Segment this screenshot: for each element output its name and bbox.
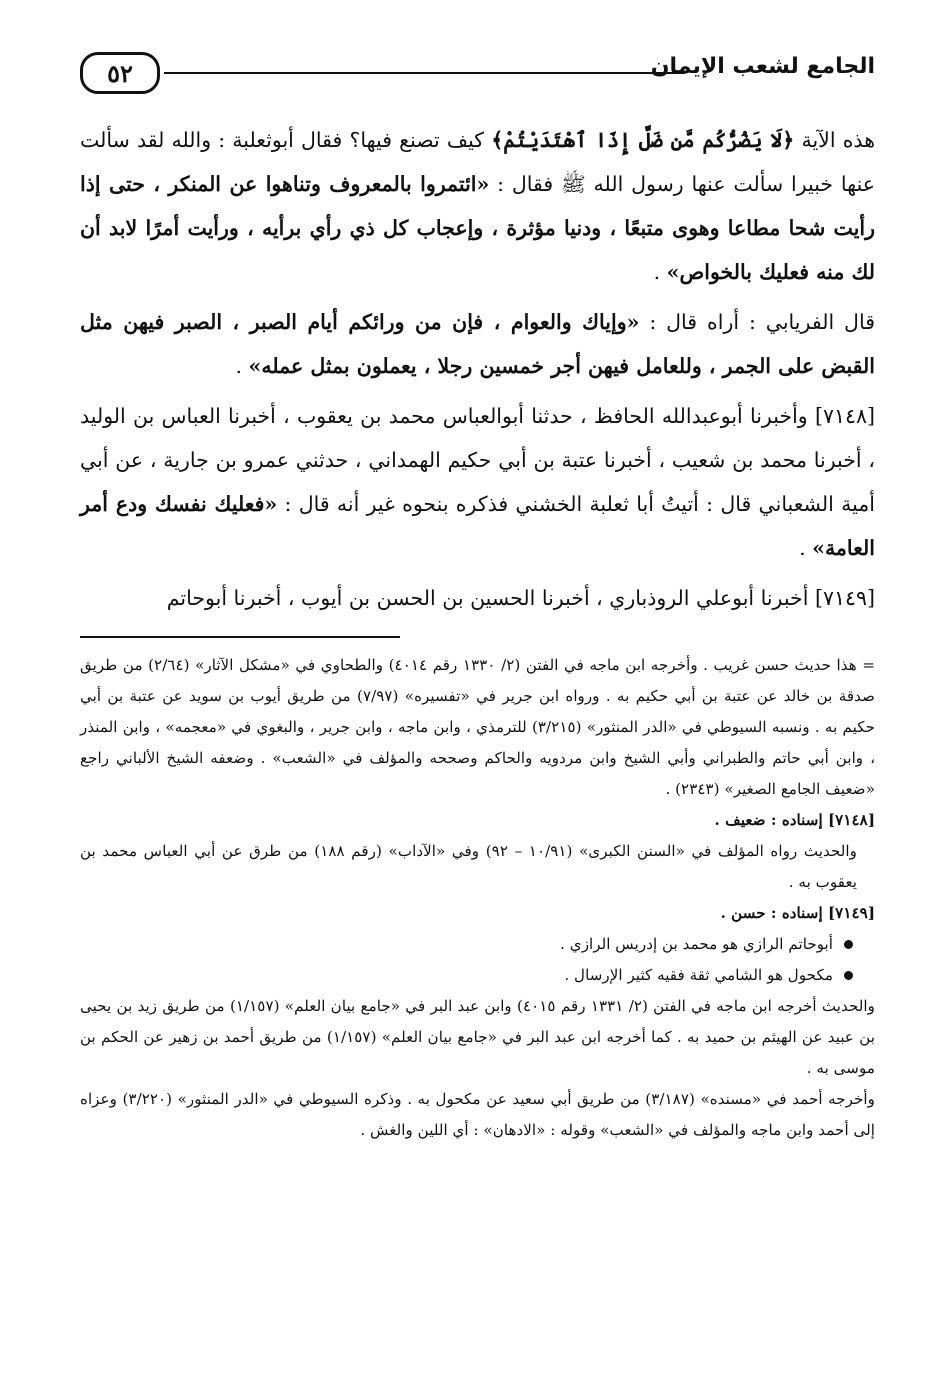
header-rule: [164, 72, 685, 74]
footnotes: [80, 650, 875, 1146]
footnote-7149-heading: [٧١٤٩] إسناده : حسن .: [720, 904, 875, 922]
bullet-icon: [844, 971, 853, 980]
hadith-7149: [80, 576, 875, 620]
list-item: [80, 929, 853, 960]
footnote-7148-heading: [٧١٤٨] إسناده : ضعيف .: [714, 811, 875, 829]
book-title: الجامع لشعب الإيمان: [650, 54, 875, 79]
hadith-number: [٧١٤٩]: [814, 586, 875, 610]
isnad-text: وأخبرنا أبوعبدالله الحافظ ، حدثنا أبوالعباس محمد بن يعقوب ، أخبرنا العباس بن الوليد ، أخبرنا محمد بن شعيب ، أخبرنا عتبة بن أبي حكيم الهمداني ، حدثني عمرو بن جارية ، عن أبي أمية الشعباني قال : أتيتُ أبا ثعلبة الخشني فذكره بنحوه غير أنه قال :: [80, 404, 875, 516]
main-text: [80, 118, 875, 620]
paragraph-2: [80, 300, 875, 388]
text-run: .: [235, 354, 249, 378]
hadith-quote: «ائتمروا بالمعروف وتناهوا عن المنكر ، حتى إذا رأيت شحا مطاعا وهوى متبعًا ، ودنيا مؤثرة ، وإعجاب كل ذي رأي برأيه ، ورأيت أمرًا لابد أن لك منه فعليك بالخواص»: [80, 172, 875, 284]
page-number: ٥٢: [107, 58, 133, 88]
paragraph-1: [80, 118, 875, 294]
text-run: .: [653, 260, 667, 284]
text-run: قال الفريابي : أراه قال :: [639, 310, 875, 334]
list-item-text: أبوحاتم الرازي هو محمد بن إدريس الرازي .: [560, 935, 833, 953]
isnad-text: أخبرنا أبوعلي الروذباري ، أخبرنا الحسين بن الحسن بن أيوب ، أخبرنا أبوحاتم: [166, 586, 815, 610]
hadith-quote: «فعليك نفسك ودع أمر العامة»: [80, 492, 875, 560]
bullet-icon: [844, 940, 853, 949]
page-header: [80, 52, 875, 98]
text-run: هذه الآية: [794, 128, 876, 152]
footnote-continued: = هذا حديث حسن غريب . وأخرجه ابن ماجه في الفتن (٢/ ١٣٣٠ رقم ٤٠١٤) والطحاوي في «مشكل الآثار» (٢/٦٤) من طريق صدقة بن خالد عن عتبة بن أبي حكيم به . ورواه ابن جرير في «تفسيره» (٧/٩٧) من طريق أيوب بن سويد عن عتبة بن أبي حكيم به . ونسبه السيوطي في «الدر المنثور» (٣/٢١٥) للترمذي ، وابن ماجه ، وابن جرير ، والبغوي في «معجمه» ، وابن المنذر ، وابن أبي حاتم والطبراني وأبي الشيخ وابن مردويه والحاكم وصححه والمؤلف في «الشعب» . وضعفه الشيخ الألباني راجع «ضعيف الجامع الصغير» (٢٣٤٣) .: [80, 656, 876, 798]
hadith-number: [٧١٤٨]: [814, 404, 875, 428]
list-item: [80, 960, 853, 991]
footnote-7148-body: والحديث رواه المؤلف في «السنن الكبرى» (١٠/٩١ – ٩٢) وفي «الآداب» (رقم ١٨٨) من طرق عن أبي العباس محمد بن يعقوب به .: [80, 842, 857, 891]
quran-verse: ﴿لَا يَضُرُّكُم مَّن ضَلَّ إِذَا ٱهْتَدَيْتُمْ﴾: [491, 128, 795, 152]
text-run: .: [799, 536, 813, 560]
footnote-7149-body-2: وأخرجه أحمد في «مسنده» (٣/١٨٧) من طريق أبي سعيد عن مكحول به . وذكره السيوطي في «الدر المنثور» (٣/٢٢٠) وعزاه إلى أحمد وابن ماجه والمؤلف في «الشعب» وقوله : «الادهان» : أي اللين والغش .: [80, 1090, 875, 1139]
page-number-badge: [80, 52, 160, 94]
hadith-quote: «وإياك والعوام ، فإن من ورائكم أيام الصبر ، الصبر فيهن مثل القبض على الجمر ، وللعامل فيهن أجر خمسين رجلا ، يعملون بمثل عمله»: [80, 310, 875, 378]
list-item-text: مكحول هو الشامي ثقة فقيه كثير الإرسال .: [564, 966, 833, 984]
narrator-list: [80, 929, 875, 991]
footnote-separator: [80, 636, 400, 638]
footnote-7149-body-1: والحديث أخرجه ابن ماجه في الفتن (٢/ ١٣٣١ رقم ٤٠١٥) وابن عبد البر في «جامع بيان العلم» (١/١٥٧) من طريق زيد بن يحيى بن عبيد عن الهيثم بن حميد به . كما أخرجه ابن عبد البر في «جامع بيان العلم» (١/١٥٧) من طريق أحمد بن زهير عن الحكم بن موسى به .: [80, 997, 875, 1077]
text-run: كيف تصنع فيها؟ فقال أبوثعلبة : والله لقد سألت عنها خبيرا سألت عنها رسول الله ﷺ فقال :: [80, 128, 875, 196]
hadith-7148: [80, 394, 875, 570]
